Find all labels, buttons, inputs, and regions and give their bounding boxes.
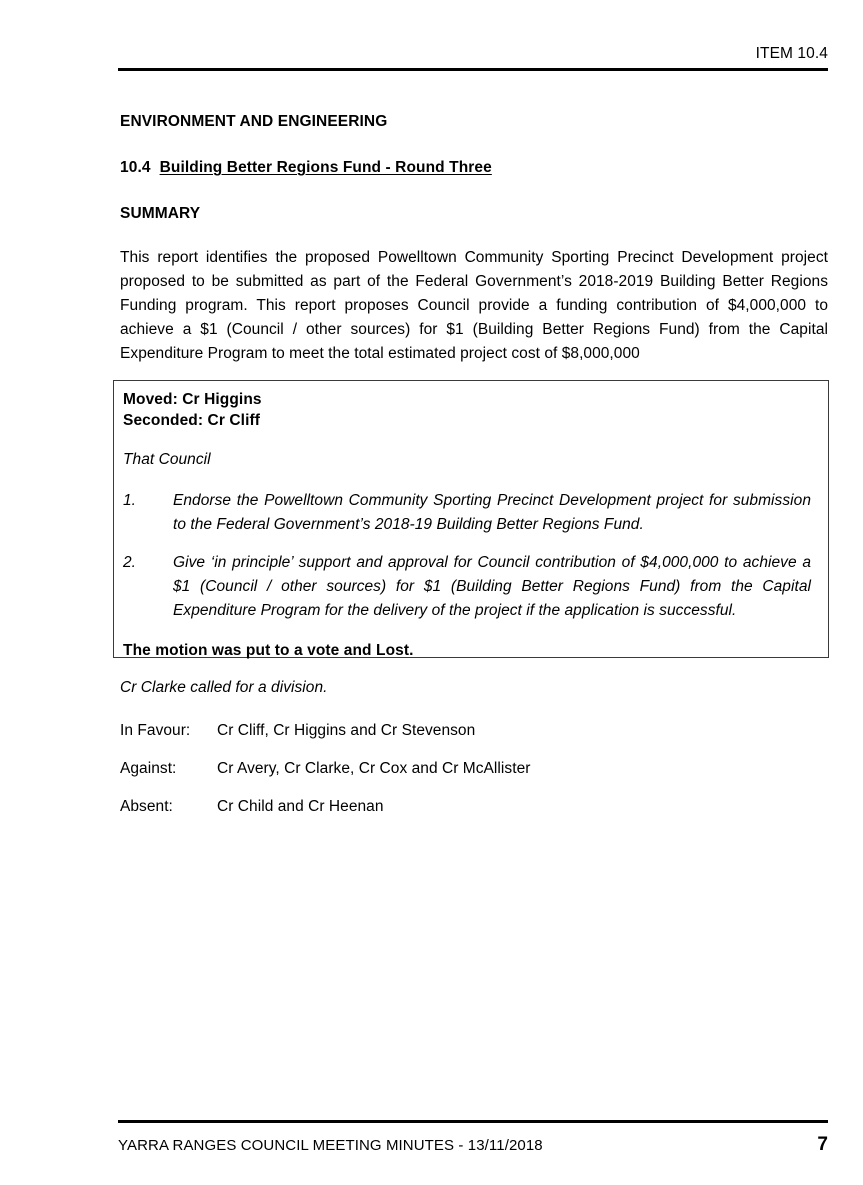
agenda-item-title: Building Better Regions Fund - Round Three xyxy=(159,159,492,176)
motion-box xyxy=(113,380,829,658)
motion-item-text: Give ‘in principle’ support and approval for Council contribution of $4,000,000 to achieve a $1 (Council / other sources) for $1 (Building Better Regions Fund) from the Capital Expenditure Program for the delivery of the project if the application is successful. xyxy=(173,554,811,619)
division-label: In Favour: xyxy=(120,722,191,739)
summary-paragraph: This report identifies the proposed Powelltown Community Sporting Precinct Development project proposed to be submitted as part of the Federal Government’s 2018-2019 Building Better Regions Funding program. This report proposes Council provide a funding contribution of $4,000,000 to achieve a $1 (Council / other sources) for $1 (Building Better Regions Fund) from the Capital Expenditure Program to meet the total estimated project cost of $8,000,000 xyxy=(120,249,828,362)
page-header xyxy=(118,44,828,71)
division-label: Absent: xyxy=(120,798,173,815)
header-item-reference: ITEM 10.4 xyxy=(755,45,828,62)
division-value: Cr Cliff, Cr Higgins and Cr Stevenson xyxy=(217,722,476,739)
agenda-item-number: 10.4 xyxy=(120,159,151,176)
motion-item-marker: 1. xyxy=(123,492,137,509)
motion-box-content xyxy=(114,381,828,661)
footer-page-number: 7 xyxy=(817,1134,828,1155)
motion-moved-by: Moved: Cr Higgins xyxy=(123,391,262,408)
header-rule xyxy=(118,68,828,71)
motion-item-text: Endorse the Powelltown Community Sporting Precinct Development project for submission to the Federal Government’s 2018-19 Building Better Regions Fund. xyxy=(173,492,811,533)
footer-rule xyxy=(118,1120,828,1123)
footer-row xyxy=(118,1135,828,1155)
division-row-in-favour xyxy=(120,721,828,741)
motion-preamble: That Council xyxy=(123,451,211,468)
footer-document-title: YARRA RANGES COUNCIL MEETING MINUTES - 13/11/2018 xyxy=(118,1137,543,1154)
page-footer xyxy=(118,1120,828,1155)
section-heading: ENVIRONMENT AND ENGINEERING xyxy=(120,113,388,130)
summary-heading: SUMMARY xyxy=(120,205,201,222)
document-content xyxy=(120,112,828,366)
division-label: Against: xyxy=(120,760,177,777)
division-row-against xyxy=(120,759,828,779)
division-row-absent xyxy=(120,797,828,817)
division-called-by: Cr Clarke called for a division. xyxy=(120,679,328,696)
motion-list-item xyxy=(123,551,819,623)
agenda-item-heading xyxy=(120,158,828,178)
motion-list-item xyxy=(123,489,819,537)
motion-result: The motion was put to a vote and Lost. xyxy=(123,642,414,659)
division-value: Cr Avery, Cr Clarke, Cr Cox and Cr McAllister xyxy=(217,760,531,777)
motion-seconded-by: Seconded: Cr Cliff xyxy=(123,411,261,429)
division-section xyxy=(120,678,828,817)
motion-item-marker: 2. xyxy=(123,554,137,571)
motion-resolution-list xyxy=(123,489,819,623)
division-value: Cr Child and Cr Heenan xyxy=(217,798,384,815)
